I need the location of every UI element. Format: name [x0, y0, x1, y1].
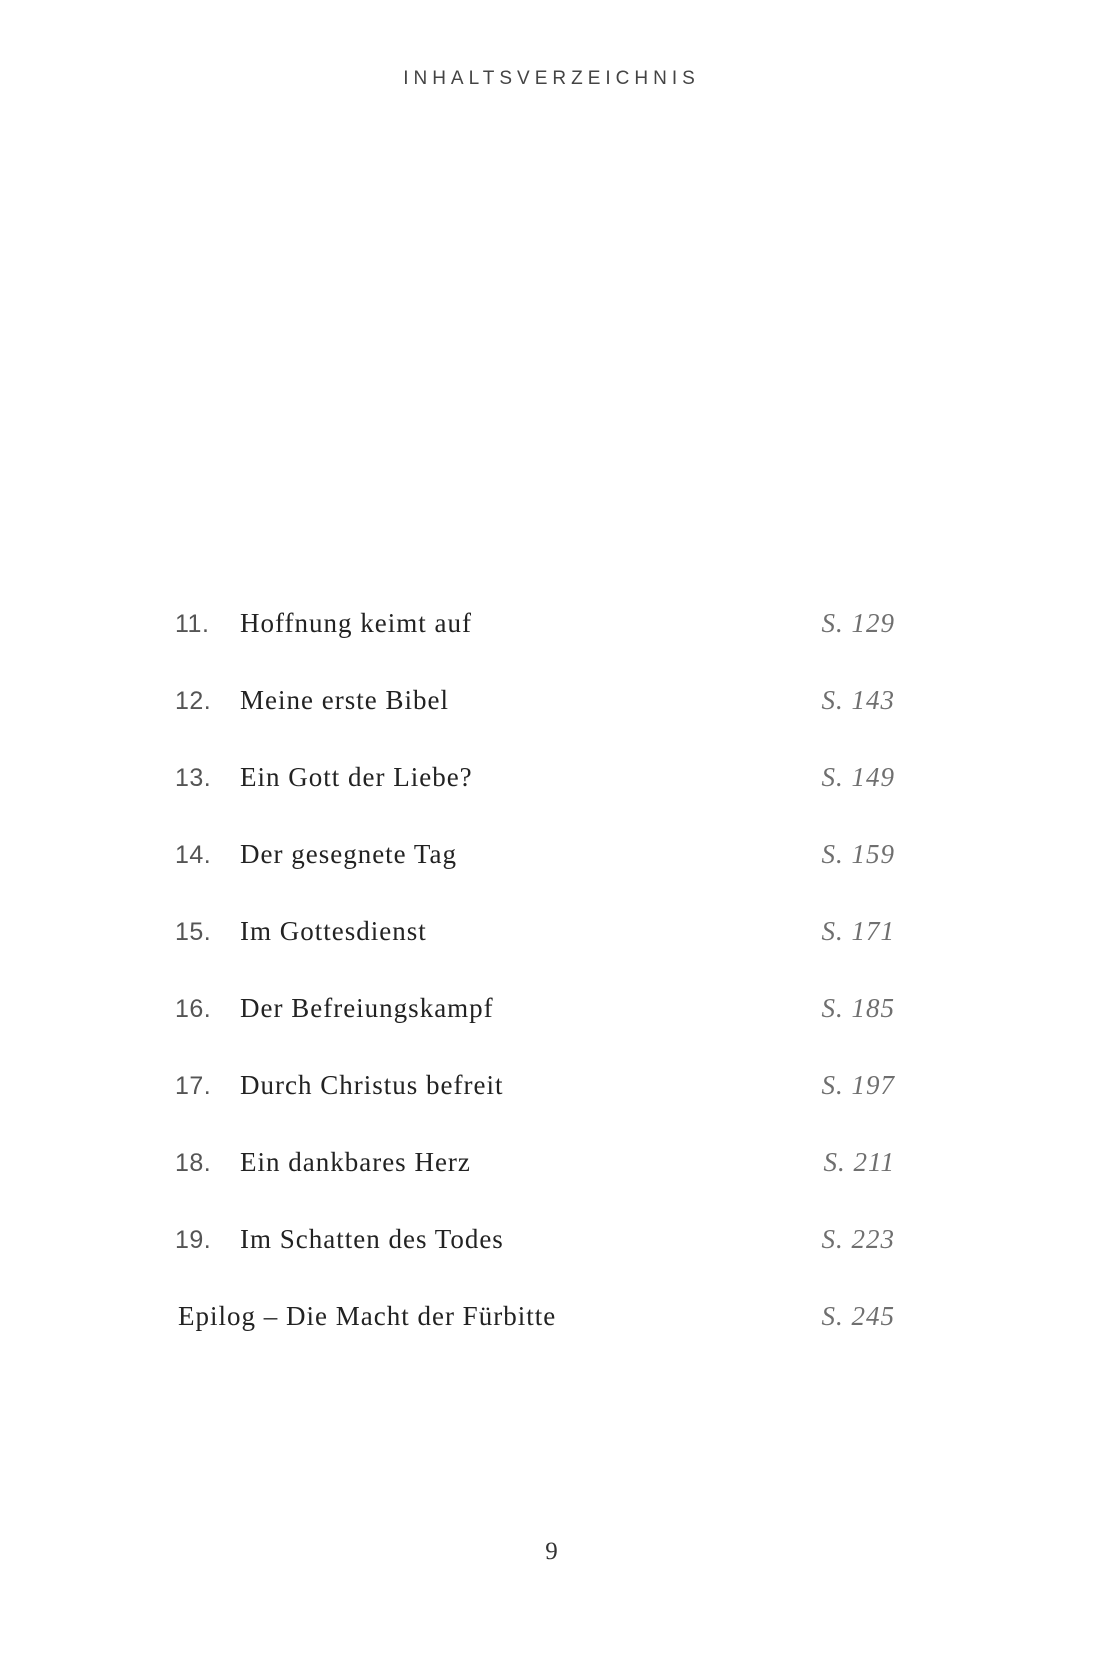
- toc-chapter-title: Der Befreiungskampf: [240, 993, 494, 1023]
- toc-page-reference: S. 245: [821, 1301, 895, 1331]
- toc-chapter-number: 11.: [175, 610, 210, 638]
- toc-entry: [175, 841, 895, 881]
- toc-chapter-number: 12.: [175, 687, 212, 715]
- toc-page-reference: S. 129: [821, 608, 895, 638]
- toc-entry: [175, 995, 895, 1035]
- toc-chapter-title: Meine erste Bibel: [240, 685, 449, 715]
- toc-page-reference: S. 197: [821, 1070, 895, 1100]
- toc-entry: [175, 918, 895, 958]
- toc-chapter-number: 13.: [175, 764, 212, 792]
- toc-chapter-title: Ein Gott der Liebe?: [240, 762, 473, 792]
- toc-chapter-title: Durch Christus befreit: [240, 1070, 504, 1100]
- toc-page-reference: S. 171: [821, 916, 895, 946]
- toc-page-reference: S. 185: [821, 993, 895, 1023]
- toc-page-reference: S. 159: [821, 839, 895, 869]
- toc-entry: [175, 1149, 895, 1189]
- page-number: 9: [545, 1538, 558, 1565]
- toc-page-reference: S. 223: [821, 1224, 895, 1254]
- toc-entry: [175, 764, 895, 804]
- toc-page-reference: S. 143: [821, 685, 895, 715]
- toc-entry: [175, 1072, 895, 1112]
- toc-entry: [175, 610, 895, 650]
- toc-epilog-title: Epilog – Die Macht der Fürbitte: [178, 1301, 557, 1331]
- toc-chapter-number: 19.: [175, 1226, 212, 1254]
- toc-chapter-number: 18.: [175, 1149, 212, 1177]
- toc-entry: [175, 687, 895, 727]
- toc-chapter-number: 17.: [175, 1072, 212, 1100]
- toc-chapter-number: 15.: [175, 918, 212, 946]
- toc-page-reference: S. 149: [821, 762, 895, 792]
- toc-chapter-title: Ein dankbares Herz: [240, 1147, 471, 1177]
- toc-entry-epilog: [175, 1303, 895, 1343]
- toc-chapter-title: Hoffnung keimt auf: [240, 608, 472, 638]
- toc-page-reference: S. 211: [823, 1147, 895, 1177]
- toc-chapter-title: Im Gottesdienst: [240, 916, 427, 946]
- running-head: INHALTSVERZEICHNIS: [403, 68, 700, 89]
- toc-chapter-title: Der gesegnete Tag: [240, 839, 458, 869]
- toc-chapter-number: 16.: [175, 995, 212, 1023]
- toc-chapter-title: Im Schatten des Todes: [240, 1224, 504, 1254]
- toc-entry: [175, 1226, 895, 1266]
- toc-chapter-number: 14.: [175, 841, 212, 869]
